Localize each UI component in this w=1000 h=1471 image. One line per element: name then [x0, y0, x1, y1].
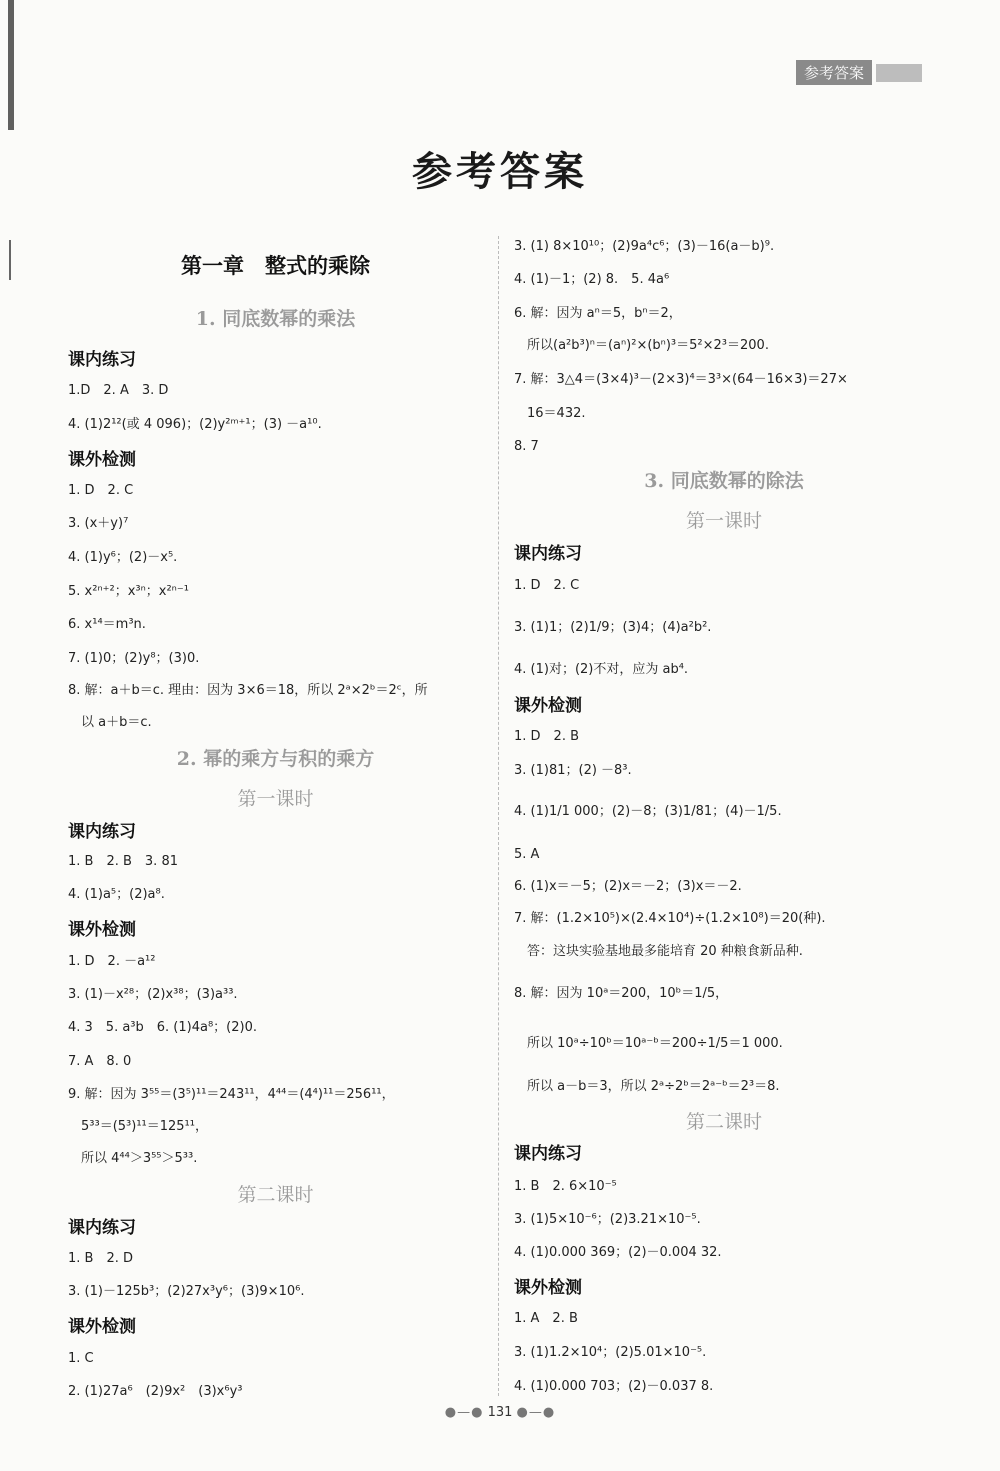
answer-line: 3. (1)1；(2)1/9；(3)4；(4)a²b².	[514, 620, 712, 635]
answer-line: 所以 10ᵃ÷10ᵇ＝10ᵃ⁻ᵇ＝200÷1/5＝1 000.	[514, 1036, 783, 1051]
page-title: 参考答案	[412, 149, 588, 195]
subhead-in-class: 课内练习	[68, 1218, 136, 1238]
chapter-title: 第一章 整式的乘除	[181, 254, 370, 278]
answer-line: 8. 7	[514, 439, 539, 454]
footer-dots-left: ●—●	[444, 1405, 484, 1420]
answer-line: 4. (1)－1；(2) 8. 5. 4a⁶	[514, 272, 670, 287]
page-number: 131	[487, 1405, 513, 1420]
subhead-after-class: 课外检测	[68, 1317, 136, 1337]
answer-line: 4. (1)0.000 703；(2)－0.037 8.	[514, 1379, 714, 1394]
page-footer	[0, 1405, 1000, 1420]
answer-line: 7. 解：3△4＝(3×4)³－(2×3)⁴＝3³×(64－16×3)＝27×	[514, 372, 848, 387]
answer-line: 16＝432.	[514, 406, 586, 421]
answer-line: 7. 解：(1.2×10⁵)×(2.4×10⁴)÷(1.2×10⁸)＝20(种).	[514, 911, 826, 926]
answer-line: 1. D 2. C	[514, 578, 580, 593]
subhead-after-class: 课外检测	[514, 1278, 582, 1298]
answer-line: 2. (1)27a⁶ (2)9x² (3)x⁶y³	[68, 1384, 243, 1399]
answer-line: 5. x²ⁿ⁺²；x³ⁿ；x²ⁿ⁻¹	[68, 584, 189, 599]
answer-line: 4. (1)对；(2)不对，应为 ab⁴.	[514, 662, 689, 677]
answer-line: 4. (1)0.000 369；(2)－0.004 32.	[514, 1245, 722, 1260]
answer-line: 9. 解：因为 3⁵⁵＝(3⁵)¹¹＝243¹¹，4⁴⁴＝(4⁴)¹¹＝256¹¹，	[68, 1087, 395, 1102]
answer-line: 所以(a²b³)ⁿ＝(aⁿ)²×(bⁿ)³＝5²×2³＝200.	[514, 338, 769, 353]
answer-line: 7. (1)0；(2)y⁸；(3)0.	[68, 651, 200, 666]
subhead-after-class: 课外检测	[68, 920, 136, 940]
lesson-title: 第二课时	[685, 1111, 762, 1133]
header-tag	[796, 60, 922, 85]
answer-line: 4. (1)y⁶；(2)－x⁵.	[68, 550, 178, 565]
header-tag-bar	[876, 64, 922, 82]
section-title: 2. 幂的乘方与积的乘方	[176, 748, 375, 770]
answer-line: 3. (1) 8×10¹⁰；(2)9a⁴c⁶；(3)－16(a－b)⁹.	[514, 239, 775, 254]
answer-line: 5. A	[514, 847, 540, 862]
answer-line: 3. (1)81；(2) －8³.	[514, 763, 632, 778]
answer-line: 1. A 2. B	[514, 1311, 578, 1326]
column-divider	[498, 236, 499, 1396]
answer-line: 以 a＋b＝c.	[68, 715, 152, 730]
answer-line: 1. C	[68, 1351, 94, 1366]
header-tag-label: 参考答案	[796, 60, 872, 85]
answer-line: 5³³＝(5³)¹¹＝125¹¹，	[68, 1119, 208, 1134]
answer-line: 1. D 2. －a¹²	[68, 954, 156, 969]
footer-dots-right: ●—●	[516, 1405, 556, 1420]
answer-line: 7. A 8. 0	[68, 1054, 132, 1069]
answer-line: 3. (1)－x²⁸；(2)x³⁸；(3)a³³.	[68, 987, 238, 1002]
subhead-in-class: 课内练习	[514, 544, 582, 564]
answer-line: 4. (1)2¹²(或 4 096)；(2)y²ᵐ⁺¹；(3) －a¹⁰.	[68, 417, 322, 432]
answer-line: 所以 4⁴⁴＞3⁵⁵＞5³³.	[68, 1151, 198, 1166]
answer-line: 4. 3 5. a³b 6. (1)4a⁸；(2)0.	[68, 1020, 257, 1035]
answer-line: 1. D 2. B	[514, 729, 580, 744]
answer-line: 1. B 2. D	[68, 1251, 134, 1266]
subhead-in-class: 课内练习	[514, 1144, 582, 1164]
answer-line: 6. 解：因为 aⁿ＝5，bⁿ＝2，	[514, 306, 682, 321]
answer-line: 8. 解：a＋b＝c. 理由：因为 3×6＝18，所以 2ᵃ×2ᵇ＝2ᶜ，所	[68, 683, 428, 698]
answer-line: 3. (1)1.2×10⁴；(2)5.01×10⁻⁵.	[514, 1345, 707, 1360]
subhead-after-class: 课外检测	[514, 696, 582, 716]
answer-line: 3. (1)5×10⁻⁶；(2)3.21×10⁻⁵.	[514, 1212, 701, 1227]
section-title: 1. 同底数幂的乘法	[195, 308, 356, 330]
answer-line: 8. 解：因为 10ᵃ＝200，10ᵇ＝1/5，	[514, 986, 729, 1001]
section-title: 3. 同底数幂的除法	[644, 470, 804, 492]
answer-line: 1. B 2. B 3. 81	[68, 854, 178, 869]
binding-edge	[8, 0, 14, 130]
lesson-title: 第一课时	[237, 788, 314, 810]
lesson-title: 第一课时	[685, 510, 762, 532]
answer-line: 1. D 2. C	[68, 483, 134, 498]
answer-line: 3. (1)－125b³；(2)27x³y⁶；(3)9×10⁶.	[68, 1284, 305, 1299]
lesson-title: 第二课时	[237, 1184, 314, 1206]
answer-line: 4. (1)a⁵；(2)a⁸.	[68, 887, 165, 902]
answer-line: 1.D 2. A 3. D	[68, 383, 169, 398]
answer-line: 3. (x＋y)⁷	[68, 516, 129, 531]
answer-line: 1. B 2. 6×10⁻⁵	[514, 1179, 617, 1194]
answer-line: 6. x¹⁴＝m³n.	[68, 617, 146, 632]
subhead-in-class: 课内练习	[68, 350, 136, 370]
binding-mark	[9, 240, 11, 280]
subhead-after-class: 课外检测	[68, 450, 136, 470]
answer-line: 6. (1)x＝－5；(2)x＝－2；(3)x＝－2.	[514, 879, 742, 894]
answer-line: 所以 a－b＝3，所以 2ᵃ÷2ᵇ＝2ᵃ⁻ᵇ＝2³＝8.	[514, 1079, 780, 1094]
subhead-in-class: 课内练习	[68, 822, 136, 842]
answer-line: 4. (1)1/1 000；(2)－8；(3)1/81；(4)－1/5.	[514, 804, 782, 819]
answer-line: 答：这块实验基地最多能培育 20 种粮食新品种.	[514, 944, 803, 959]
